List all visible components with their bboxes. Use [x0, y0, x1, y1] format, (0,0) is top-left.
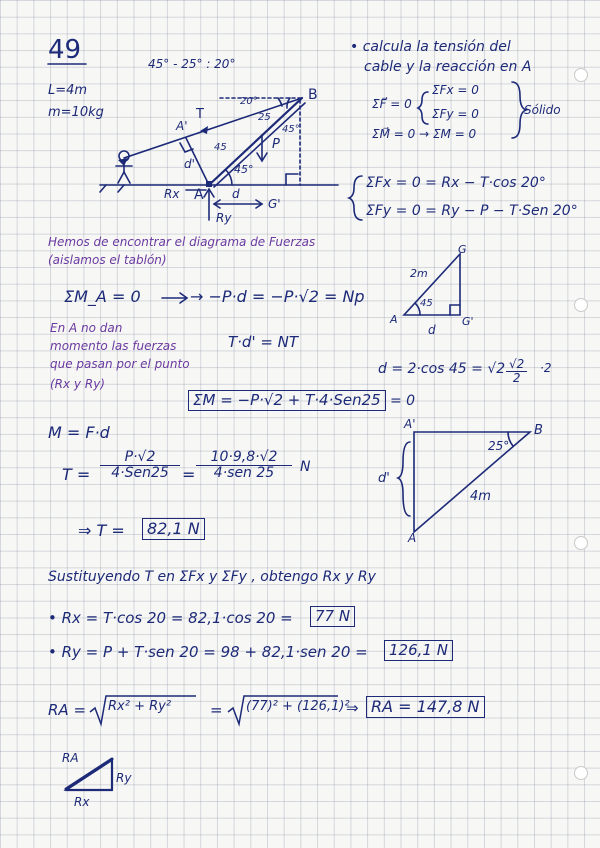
fig1-label-A1: A' — [176, 119, 188, 133]
eq-moment-A: ΣM_A = 0 — [64, 287, 141, 306]
tri1-vertex-G1: G' — [462, 315, 474, 328]
fig1-angle-45b: 45° — [234, 163, 254, 176]
problem-number: 49 — [48, 35, 82, 65]
note-moment-2: momento las fuerzas — [50, 339, 177, 353]
note-moment-4: (Rx y Ry) — [50, 377, 105, 391]
tri2-vertex-A1: A' — [404, 417, 416, 431]
eq-moment-A-rhs: → −P·d = −P·√2 = Np — [190, 287, 365, 306]
fig1-label-A: A — [194, 187, 204, 203]
ra-result-boxed: RA = 147,8 N — [366, 696, 485, 718]
fig1-label-B: B — [308, 87, 318, 103]
tri2-vertex-A: A — [408, 531, 417, 545]
fig1-label-G1: G' — [268, 197, 281, 211]
tri1-vertex-A: A — [390, 313, 398, 326]
tension-fraction-1: P·√2 4·Sen25 — [100, 450, 180, 482]
note-free-body-1: Hemos de encontrar el diagrama de Fuerzas — [48, 235, 316, 249]
boxed-moment-equation: ΣM = −P·√2 + T·4·Sen25 — [188, 390, 386, 411]
rx-result-boxed: 77 N — [310, 606, 355, 627]
system-eq2: ΣFy = 0 = Ry − P − T·Sen 20° — [366, 203, 578, 219]
tri3-side-h: Rx — [74, 795, 90, 809]
ra-sqrt-2: (77)² + (126,1)² — [246, 699, 350, 714]
note-moment-1: En A no dan — [50, 321, 123, 335]
eq-M-F-d: M = F·d — [48, 423, 110, 442]
eq-d-value: d = 2·cos 45 = √2 — [378, 361, 506, 377]
note-free-body-2: (aislamos el tablón) — [48, 253, 167, 267]
system-eq1: ΣFx = 0 = Rx − T·cos 20° — [366, 175, 546, 191]
ra-sqrt-1: Rx² + Ry² — [108, 699, 172, 714]
substitution-sentence: Sustituyendo T en ΣFx y ΣFy , obtengo Rx y Ry — [48, 569, 376, 585]
fig1-angle-45c: 45 — [214, 142, 227, 153]
tri3-hyp: RA — [62, 751, 79, 765]
tri2-vertex-B: B — [534, 423, 543, 438]
eq-sumF: ΣF⃗ = 0 — [372, 97, 412, 111]
fig1-angle-25: 25 — [258, 112, 271, 123]
eq-sumM: ΣM⃗ = 0 → ΣM = 0 — [372, 127, 477, 141]
fig1-label-Ry: Ry — [216, 211, 232, 225]
eq-sumFx: ΣFx = 0 — [432, 83, 479, 97]
tri1-angle: 45 — [420, 298, 433, 309]
ry-result-boxed: 126,1 N — [384, 640, 453, 661]
tension-unit: N — [300, 459, 311, 475]
tension-result-boxed: 82,1 N — [142, 518, 205, 540]
fig1-label-Rx: Rx — [164, 187, 180, 201]
tension-lhs: T = — [62, 465, 91, 484]
given-mass: m=10kg — [48, 105, 104, 120]
fig1-label-d1: d' — [184, 157, 195, 171]
ra-arrow: ⇒ — [346, 699, 359, 717]
rx-equation: • Rx = T·cos 20 = 82,1·cos 20 = — [48, 609, 293, 627]
triangle-2 — [414, 432, 530, 532]
eq-sumFy: ΣFy = 0 — [432, 107, 479, 121]
fig1-label-d: d — [232, 187, 240, 201]
angle-note: 45° - 25° : 20° — [148, 57, 236, 71]
tri2-angle: 25° — [488, 439, 510, 453]
ry-equation: • Ry = P + T·sen 20 = 98 + 82,1·sen 20 = — [48, 643, 368, 661]
tri3-side-v: Ry — [116, 771, 132, 785]
tri1-base: d — [428, 323, 436, 337]
tension-fraction-2: 10·9,8·√2 4·sen 25 — [196, 450, 292, 482]
eq-T-d1: T·d' = NT — [228, 333, 299, 351]
d-factor: ·2 — [540, 361, 552, 375]
given-length: L=4m — [48, 83, 88, 98]
d-fraction: $\frac{√2}{2}$ — [506, 358, 527, 385]
fig1-label-P: P — [272, 137, 280, 152]
tension-result-prefix: ⇒ T = — [78, 521, 125, 540]
boxed-moment-rhs: = 0 — [390, 393, 416, 409]
fig1-angle-45a: 45° — [282, 124, 300, 135]
fig1-angle-20: 20° — [240, 96, 258, 107]
task-line1: • calcula la tensión del — [350, 39, 511, 55]
solido-label: Sólido — [524, 103, 561, 117]
note-moment-3: que pasan por el punto — [50, 357, 190, 371]
task-line2: cable y la reacción en A — [364, 59, 532, 75]
tension-equals: = — [182, 465, 196, 484]
tri1-vertex-G: G — [458, 243, 467, 256]
tri2-hyp: 4m — [470, 489, 491, 504]
tri2-side-d1: d' — [378, 471, 390, 486]
ra-lhs: RA = — [48, 701, 87, 719]
tri1-hyp: 2m — [410, 267, 428, 280]
fig1-label-T: T — [196, 107, 204, 122]
ra-equals: = — [210, 701, 223, 719]
